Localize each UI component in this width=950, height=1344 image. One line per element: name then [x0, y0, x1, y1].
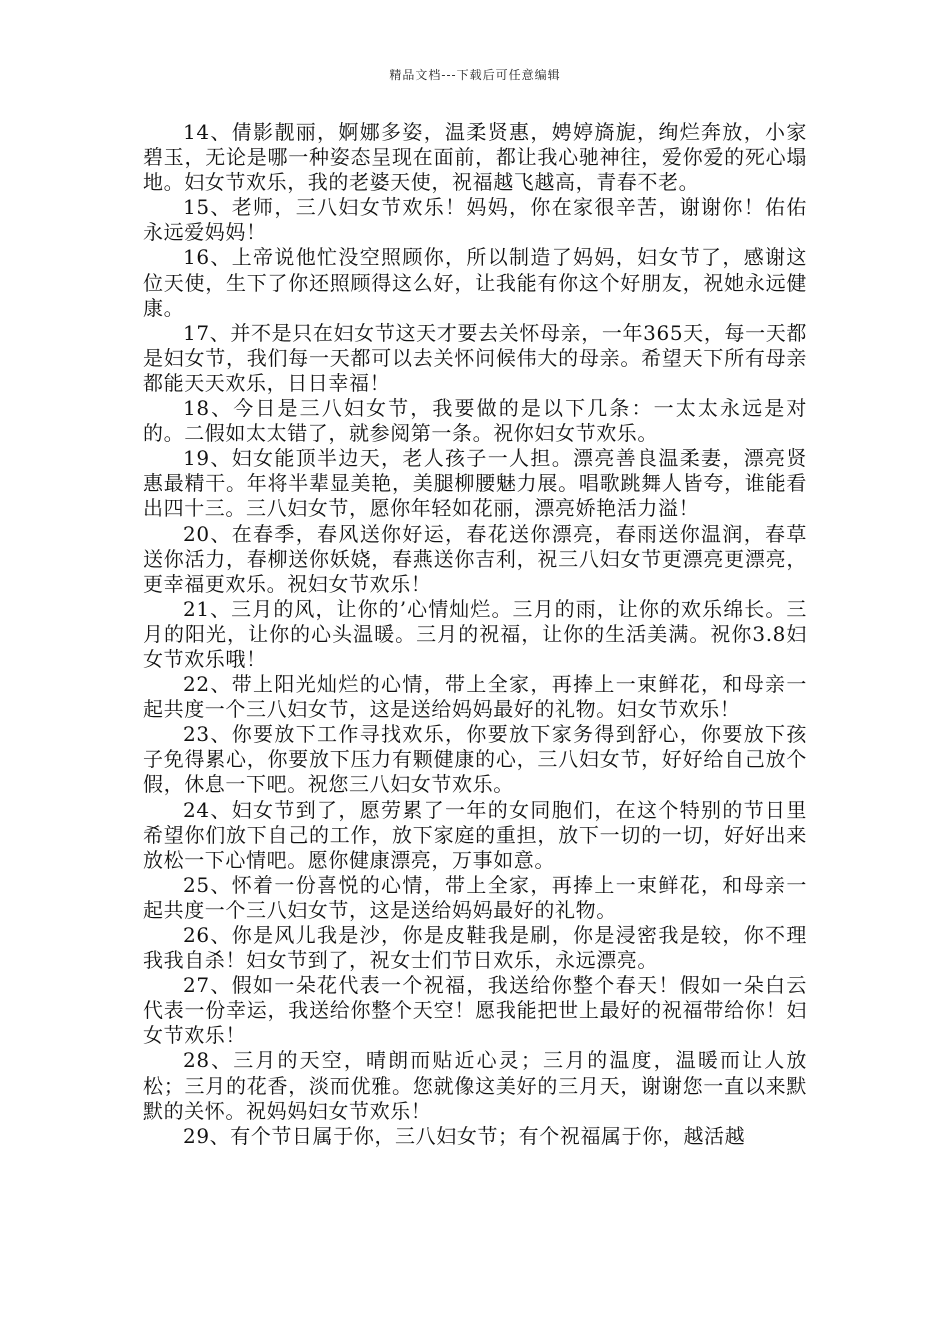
paragraph-19: 19、妇女能顶半边天，老人孩子一人担。漂亮善良温柔妻，漂亮贤惠最精干。年将半辈显美艳，美腿柳腰魅力展。唱歌跳舞人皆夸，谁能看出四十三。三八妇女节，愿你年轻如花丽，漂亮娇艳活力溢！: [143, 446, 807, 521]
paragraph-25: 25、怀着一份喜悦的心情，带上全家，再捧上一束鲜花，和母亲一起共度一个三八妇女节，这是送给妈妈最好的礼物。: [143, 872, 807, 922]
paragraph-15: 15、老师，三八妇女节欢乐！妈妈，你在家很辛苦，谢谢你！佑佑永远爱妈妈！: [143, 195, 807, 245]
paragraph-14: 14、倩影靓丽，婀娜多姿，温柔贤惠，娉婷旖旎，绚烂奔放，小家碧玉，无论是哪一种姿态呈现在面前，都让我心驰神往，爱你爱的死心塌地。妇女节欢乐，我的老婆天使，祝福越飞越高，青春不老。: [143, 120, 807, 195]
paragraph-24: 24、妇女节到了，愿劳累了一年的女同胞们，在这个特别的节日里希望你们放下自己的工作，放下家庭的重担，放下一切的一切，好好出来放松一下心情吧。愿你健康漂亮，万事如意。: [143, 797, 807, 872]
paragraph-21: 21、三月的风，让你的’心情灿烂。三月的雨，让你的欢乐绵长。三月的阳光，让你的心头温暖。三月的祝福，让你的生活美满。祝你3.8妇女节欢乐哦！: [143, 596, 807, 671]
paragraph-27: 27、假如一朵花代表一个祝福，我送给你整个春天！假如一朵白云代表一份幸运，我送给你整个天空！愿我能把世上最好的祝福带给你！妇女节欢乐！: [143, 973, 807, 1048]
paragraph-18: 18、今日是三八妇女节，我要做的是以下几条：一太太永远是对的。二假如太太错了，就参阅第一条。祝你妇女节欢乐。: [143, 396, 807, 446]
paragraph-28: 28、三月的天空，晴朗而贴近心灵；三月的温度，温暖而让人放松；三月的花香，淡而优雅。您就像这美好的三月天，谢谢您一直以来默默的关怀。祝妈妈妇女节欢乐！: [143, 1048, 807, 1123]
paragraph-16: 16、上帝说他忙没空照顾你，所以制造了妈妈，妇女节了，感谢这位天使，生下了你还照顾得这么好，让我能有你这个好朋友，祝她永远健康。: [143, 245, 807, 320]
paragraph-29: 29、有个节日属于你，三八妇女节；有个祝福属于你，越活越: [183, 1123, 746, 1148]
paragraph-20: 20、在春季，春风送你好运，春花送你漂亮，春雨送你温润，春草送你活力，春柳送你妖娆，春燕送你吉利，祝三八妇女节更漂亮更漂亮，更幸福更欢乐。祝妇女节欢乐！: [143, 521, 807, 596]
page-header: 精品文档---下载后可任意编辑: [389, 68, 561, 82]
paragraph-23: 23、你要放下工作寻找欢乐，你要放下家务得到舒心，你要放下孩子免得累心，你要放下压力有颗健康的心，三八妇女节，好好给自己放个假，休息一下吧。祝您三八妇女节欢乐。: [143, 722, 807, 797]
paragraph-26: 26、你是风儿我是沙，你是皮鞋我是刷，你是浸密我是较，你不理我我自杀！妇女节到了，祝女士们节日欢乐，永远漂亮。: [143, 923, 807, 973]
paragraph-22: 22、带上阳光灿烂的心情，带上全家，再捧上一束鲜花，和母亲一起共度一个三八妇女节，这是送给妈妈最好的礼物。妇女节欢乐！: [143, 672, 807, 722]
document-body: [143, 120, 807, 1149]
paragraph-17: 17、并不是只在妇女节这天才要去关怀母亲，一年365天，每一天都是妇女节，我们每一天都可以去关怀问候伟大的母亲。希望天下所有母亲都能天天欢乐，日日幸福！: [143, 320, 807, 395]
